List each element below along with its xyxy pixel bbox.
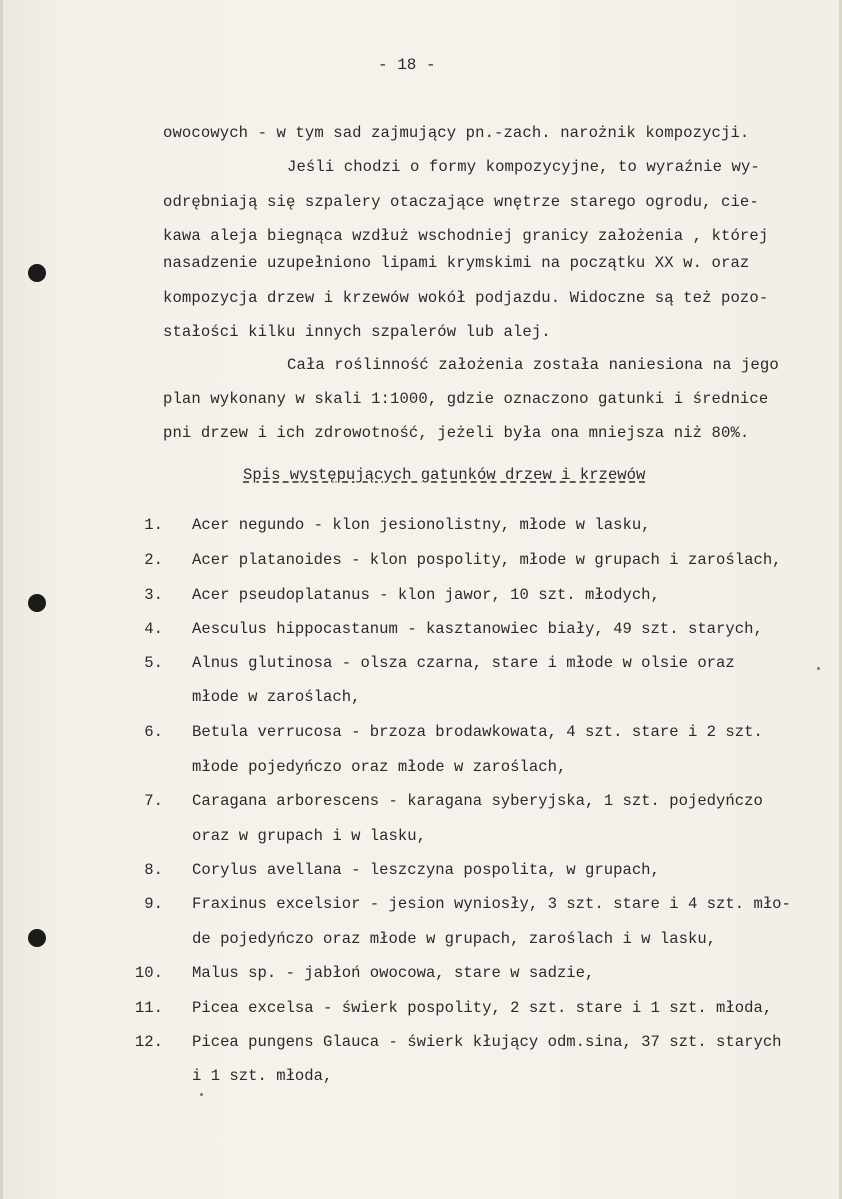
paragraph-line: stałości kilku innych szpalerów lub alej. <box>163 323 551 341</box>
list-item-text: Acer platanoides - klon pospolity, młode w grupach i zaroślach, <box>192 551 782 569</box>
paragraph-line: kawa aleja biegnąca wzdłuż wschodniej granicy założenia , której <box>163 227 769 245</box>
punch-hole <box>28 929 46 947</box>
paragraph-line: odrębniają się szpalery otaczające wnętrze starego ogrodu, cie- <box>163 193 759 211</box>
paragraph-line: kompozycja drzew i krzewów wokół podjazdu. Widoczne są też pozo- <box>163 289 769 307</box>
paragraph-line: nasadzenie uzupełniono lipami krymskimi na początku XX w. oraz <box>163 254 750 272</box>
list-item-text: Acer pseudoplatanus - klon jawor, 10 szt. młodych, <box>192 586 660 604</box>
page-number: - 18 - <box>378 56 436 74</box>
list-item-number: 10. <box>134 964 163 982</box>
ink-speck <box>817 667 820 670</box>
list-item-text: Fraxinus excelsior - jesion wyniosły, 3 szt. stare i 4 szt. mło- <box>192 895 791 913</box>
list-item-text: Acer negundo - klon jesionolistny, młode w lasku, <box>192 516 651 534</box>
paragraph-line: Cała roślinność założenia została naniesiona na jego <box>287 356 779 374</box>
list-item-number: 1. <box>144 516 163 534</box>
list-item-text: Corylus avellana - leszczyna pospolita, w grupach, <box>192 861 660 879</box>
list-item <box>133 1033 782 1123</box>
list-item-number: 6. <box>144 723 163 741</box>
punch-hole <box>28 264 46 282</box>
paragraph-line: plan wykonany w skali 1:1000, gdzie oznaczono gatunki i średnice <box>163 390 769 408</box>
list-item-text: Caragana arborescens - karagana syberyjska, 1 szt. pojedyńczo <box>192 792 763 810</box>
list-item-text: Alnus glutinosa - olsza czarna, stare i młode w olsie oraz <box>192 654 735 672</box>
list-item-number: 8. <box>144 861 163 879</box>
list-item-number: 9. <box>144 895 163 913</box>
list-item-number: 11. <box>134 999 163 1017</box>
list-item-text: Picea excelsa - świerk pospolity, 2 szt. stare i 1 szt. młoda, <box>192 999 773 1017</box>
list-item-text: Malus sp. - jabłoń owocowa, stare w sadzie, <box>192 964 595 982</box>
list-item-number: 4. <box>144 620 163 638</box>
list-item-number: 2. <box>144 551 163 569</box>
list-item-number: 7. <box>144 792 163 810</box>
paragraph-line: Jeśli chodzi o formy kompozycyjne, to wyraźnie wy- <box>287 158 760 176</box>
list-item-text: oraz w grupach i w lasku, <box>192 827 426 845</box>
list-item-text: Betula verrucosa - brzoza brodawkowata, 4 szt. stare i 2 szt. <box>192 723 763 741</box>
list-item-text: de pojedyńczo oraz młode w grupach, zaroślach i w lasku, <box>192 930 717 948</box>
list-item-number: 12. <box>134 1033 163 1051</box>
list-item-number: 3. <box>144 586 163 604</box>
list-item-number: 5. <box>144 654 163 672</box>
list-heading: Spis występujących gatunków drzew i krzewów <box>243 466 646 484</box>
ink-speck <box>200 1093 203 1096</box>
list-item-text: Picea pungens Glauca - świerk kłujący odm.sina, 37 szt. starych <box>192 1033 782 1051</box>
punch-hole <box>28 594 46 612</box>
paragraph-line: pni drzew i ich zdrowotność, jeżeli była ona mniejsza niż 80%. <box>163 424 750 442</box>
list-item-text: młode w zaroślach, <box>192 688 361 706</box>
list-item-text: młode pojedyńczo oraz młode w zaroślach, <box>192 758 567 776</box>
page-edge-left <box>0 0 3 1199</box>
list-item-text: i 1 szt. młoda, <box>192 1067 333 1085</box>
list-item-text: Aesculus hippocastanum - kasztanowiec biały, 49 szt. starych, <box>192 620 763 638</box>
paragraph-line: owocowych - w tym sad zajmujący pn.-zach. narożnik kompozycji. <box>163 124 750 142</box>
